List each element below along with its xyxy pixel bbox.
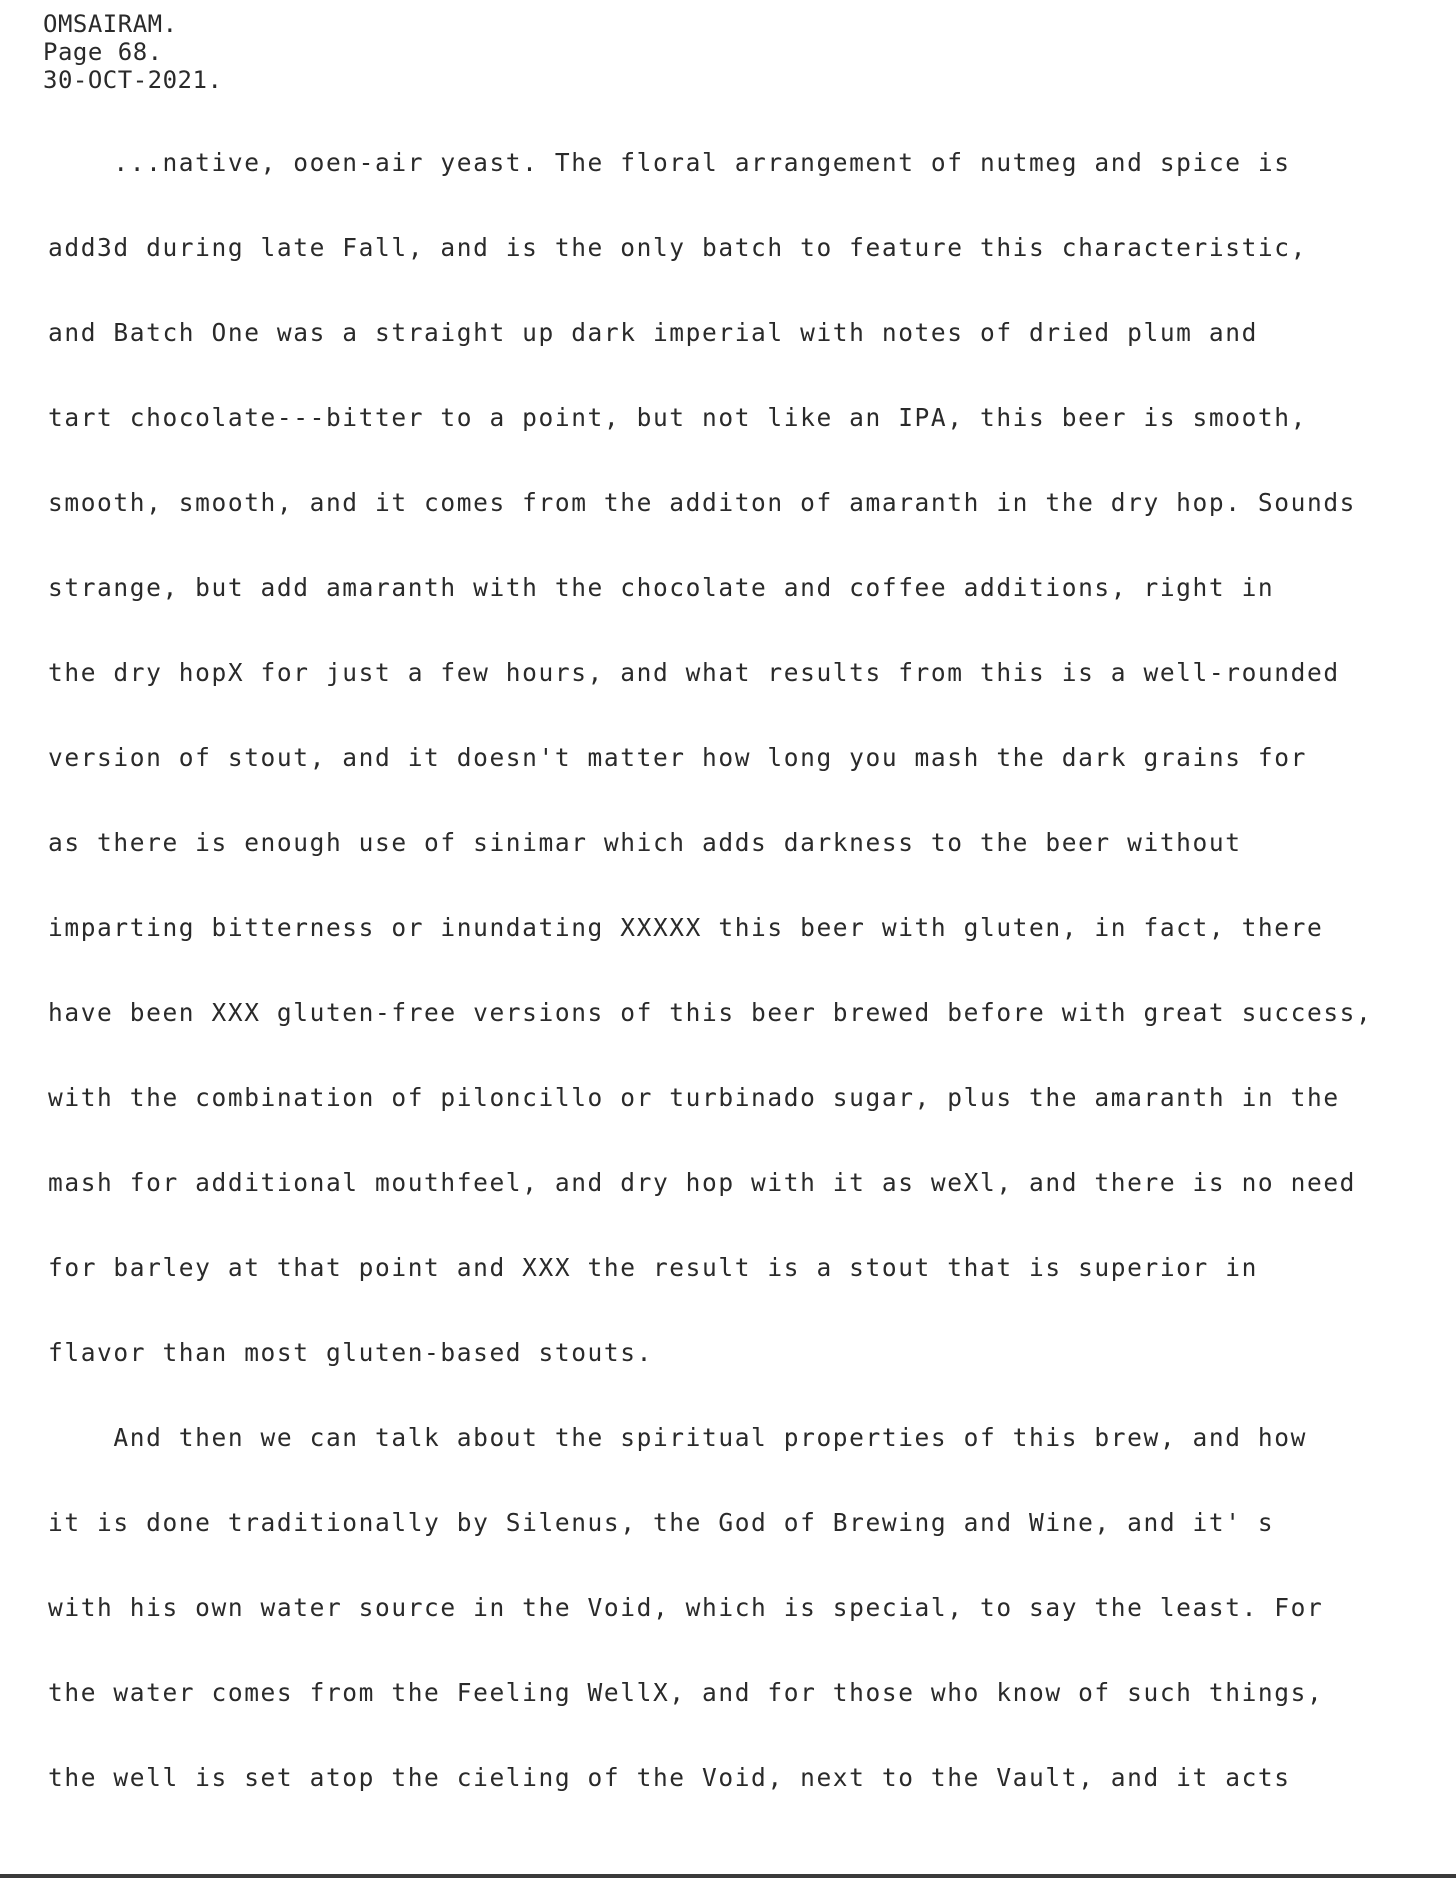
header-date: 30-OCT-2021. <box>43 66 223 94</box>
text-line: as there is enough use of sinimar which adds darkness to the beer without <box>48 828 1242 857</box>
body-text <box>48 148 1448 1848</box>
page-header <box>43 10 222 94</box>
text-line: it is done traditionally by Silenus, the God of Brewing and Wine, and it' s <box>48 1508 1275 1537</box>
text-line: smooth, smooth, and it comes from the additon of amaranth in the dry hop. Sounds <box>48 488 1357 517</box>
text-line: And then we can talk about the spiritual properties of this brew, and how <box>48 1423 1307 1452</box>
text-line: ...native, ooen-air yeast. The floral arrangement of nutmeg and spice is <box>48 148 1291 177</box>
text-line: add3d during late Fall, and is the only batch to feature this characteristic, <box>48 233 1307 262</box>
text-line: and Batch One was a straight up dark imperial with notes of dried plum and <box>48 318 1258 347</box>
text-line: flavor than most gluten-based stouts. <box>48 1338 653 1367</box>
text-line: the water comes from the Feeling WellX, and for those who know of such things, <box>48 1678 1324 1707</box>
text-line: with his own water source in the Void, which is special, to say the least. For <box>48 1593 1324 1622</box>
header-title: OMSAIRAM. <box>43 10 178 38</box>
text-line: for barley at that point and XXX the result is a stout that is superior in <box>48 1253 1258 1282</box>
bottom-edge-rule <box>0 1874 1456 1878</box>
text-line: the well is set atop the cieling of the Void, next to the Vault, and it acts <box>48 1763 1291 1792</box>
text-line: strange, but add amaranth with the chocolate and coffee additions, right in <box>48 573 1275 602</box>
text-line: mash for additional mouthfeel, and dry hop with it as weXl, and there is no need <box>48 1168 1357 1197</box>
text-line: the dry hopX for just a few hours, and what results from this is a well-rounded <box>48 658 1340 687</box>
text-line: imparting bitterness or inundating XXXXX this beer with gluten, in fact, there <box>48 913 1324 942</box>
header-page-number: Page 68. <box>43 38 163 66</box>
text-line: version of stout, and it doesn't matter how long you mash the dark grains for <box>48 743 1307 772</box>
text-line: tart chocolate---bitter to a point, but not like an IPA, this beer is smooth, <box>48 403 1307 432</box>
text-line: have been XXX gluten-free versions of this beer brewed before with great success, <box>48 998 1373 1027</box>
text-line: with the combination of piloncillo or turbinado sugar, plus the amaranth in the <box>48 1083 1340 1112</box>
